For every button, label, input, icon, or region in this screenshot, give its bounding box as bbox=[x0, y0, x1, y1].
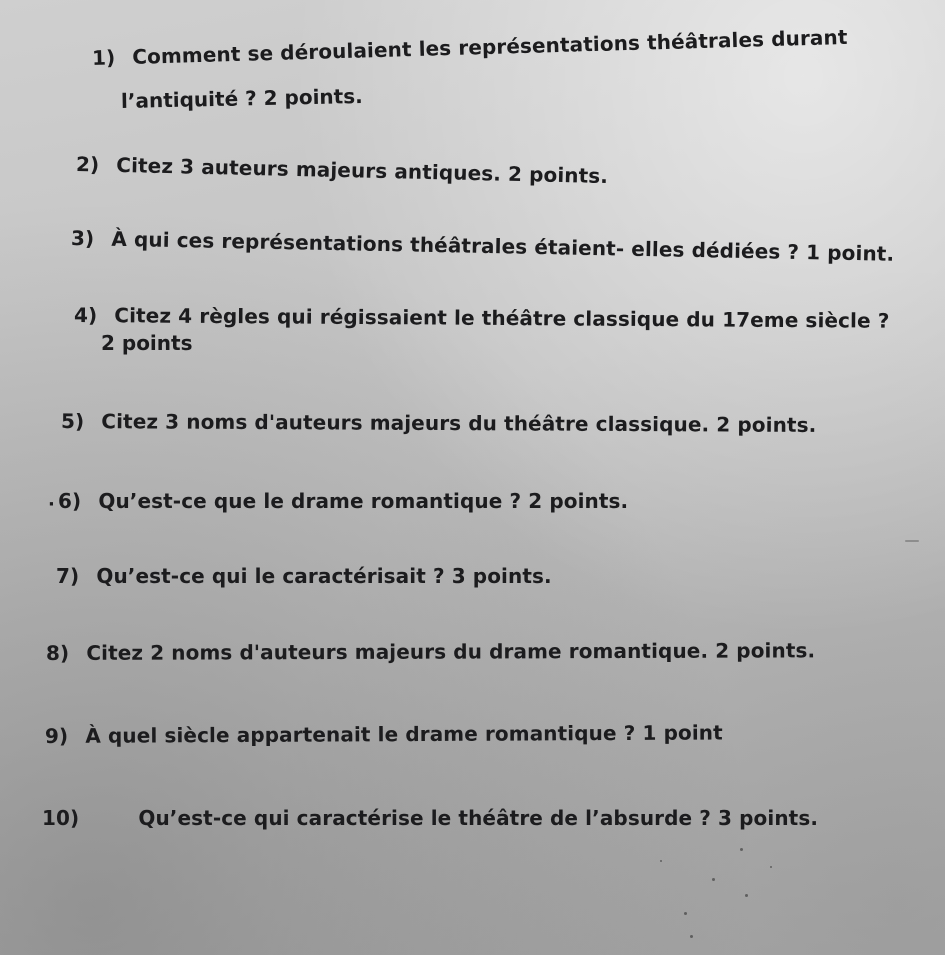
question-4-continuation: 2 points bbox=[101, 331, 193, 355]
question-text: Citez 2 noms d'auteurs majeurs du drame romantique. 2 points. bbox=[86, 638, 816, 665]
question-number: 6) bbox=[58, 489, 82, 513]
question-7 bbox=[56, 562, 552, 590]
question-text: Citez 4 règles qui régissaient le théâtre classique du 17eme siècle ? bbox=[114, 303, 890, 333]
question-text: Qu’est-ce qui le caractérisait ? 3 points. bbox=[96, 564, 552, 588]
question-number: 1) bbox=[91, 45, 116, 70]
question-text: À qui ces représentations théâtrales étaient- elles dédiées ? 1 point. bbox=[111, 226, 895, 266]
question-5 bbox=[61, 407, 816, 439]
question-number: 9) bbox=[44, 723, 69, 748]
question-text: Qu’est-ce qui caractérise le théâtre de l’absurde ? 3 points. bbox=[138, 806, 819, 830]
question-8 bbox=[46, 636, 815, 667]
paper-speck bbox=[905, 540, 919, 542]
question-4 bbox=[74, 301, 890, 335]
question-9 bbox=[45, 718, 723, 750]
paper-speck bbox=[745, 894, 748, 897]
question-text: Comment se déroulaient les représentations théâtrales durant bbox=[131, 24, 848, 69]
paper-speck bbox=[690, 935, 693, 938]
question-number: 8) bbox=[45, 640, 70, 665]
stray-dot: · bbox=[48, 494, 55, 515]
paper-speck bbox=[740, 848, 743, 851]
question-number: 3) bbox=[70, 226, 95, 251]
question-1-continuation: l’antiquité ? 2 points. bbox=[120, 83, 363, 113]
question-text: Qu’est-ce que le drame romantique ? 2 points. bbox=[98, 489, 629, 513]
question-1 bbox=[92, 23, 848, 72]
question-6 bbox=[58, 487, 628, 515]
paper-speck bbox=[684, 912, 687, 915]
question-text: À quel siècle appartenait le drame romantique ? 1 point bbox=[85, 720, 723, 748]
question-number: 4) bbox=[73, 303, 98, 328]
question-number: 5) bbox=[60, 409, 85, 434]
paper-speck bbox=[770, 866, 772, 868]
question-number: 7) bbox=[56, 564, 80, 588]
paper-speck bbox=[660, 860, 662, 862]
question-number: 10) bbox=[42, 806, 80, 830]
paper-speck bbox=[712, 878, 715, 881]
question-3 bbox=[71, 224, 895, 268]
question-10 bbox=[42, 804, 818, 832]
question-2 bbox=[76, 150, 609, 190]
question-text: Citez 3 auteurs majeurs antiques. 2 points. bbox=[116, 152, 609, 189]
question-text: Citez 3 noms d'auteurs majeurs du théâtre classique. 2 points. bbox=[101, 409, 817, 437]
question-number: 2) bbox=[75, 152, 100, 177]
